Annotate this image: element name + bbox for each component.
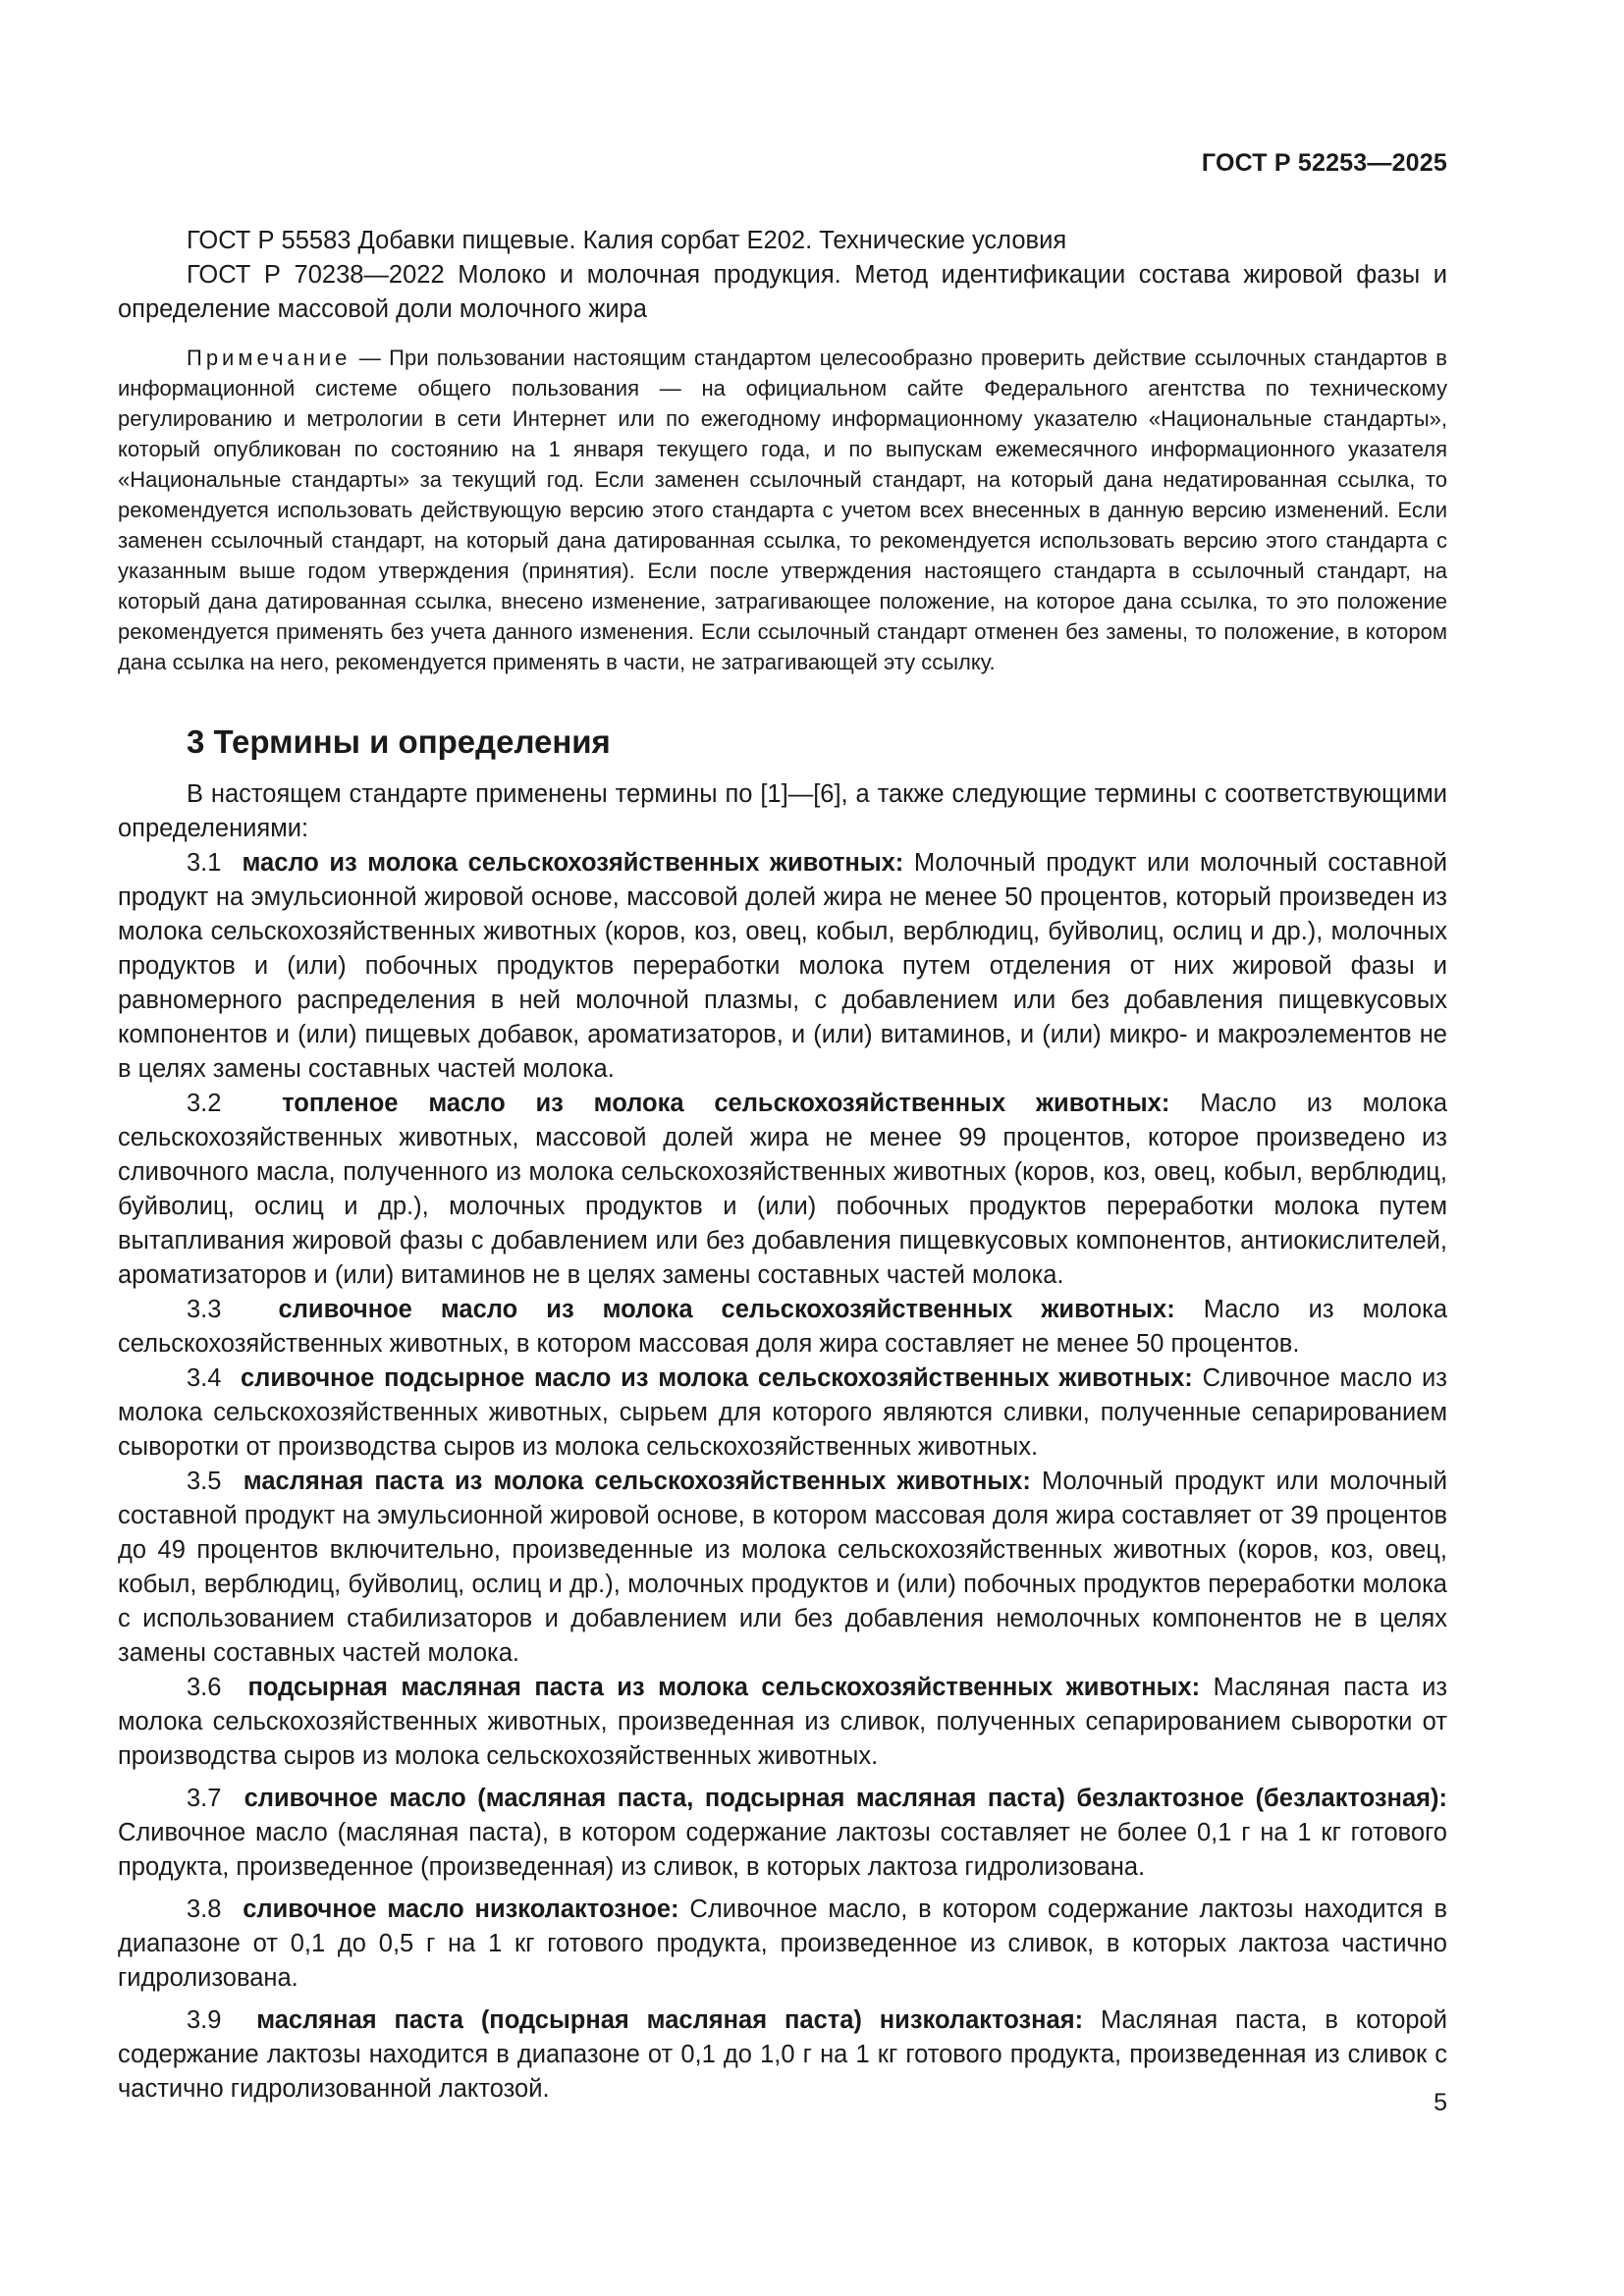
term-title: топленое масло из молока сельскохозяйственных животных: bbox=[282, 1090, 1170, 1117]
term-entry bbox=[118, 1362, 1447, 1465]
note-label: Примечание bbox=[187, 346, 352, 370]
term-entry bbox=[118, 1782, 1447, 1885]
section-title: 3 Термины и определения bbox=[187, 723, 611, 760]
term-title: сливочное масло низколактозное: bbox=[243, 1896, 679, 1923]
document-code-header: ГОСТ Р 52253—2025 bbox=[1201, 149, 1447, 177]
term-definition: Масляная паста, в которой содержание лактозы находится в диапазоне от 0,1 до 1,0 г на 1 кг готового продукта, произведенная из сливок с частично гидролизованной лактозой. bbox=[118, 2006, 1447, 2103]
note-text: — При пользовании настоящим стандартом целесообразно проверить действие ссылочных стандартов в информационной системе общего пользования — на официальном сайте Федерального агентства по техническому регулированию и метрологии в сети Интернет или по ежегодному информационному указателю «Национальные стандарты», который опубликован по состоянию на 1 января текущего года, и по выпускам ежемесячного информационного указателя «Национальные стандарты» за текущий год. Если заменен ссылочный стандарт, на который дана недатированная ссылка, то рекомендуется использовать действующую версию этого стандарта с учетом всех внесенных в данную версию изменений. Если заменен ссылочный стандарт, на который дана датированная ссылка, то рекомендуется использовать версию этого стандарта с указанным выше годом утверждения (принятия). Если после утверждения настоящего стандарта в ссылочный стандарт, на который дана датированная ссылка, внесено изменение, затрагивающее положение, на которое дана ссылка, то это положение рекомендуется применять без учета данного изменения. Если ссылочный стандарт отменен без замены, то положение, в котором дана ссылка на него, рекомендуется применять в части, не затрагивающей эту ссылку. bbox=[118, 346, 1447, 674]
term-number: 3.9 bbox=[187, 2006, 222, 2034]
reference-item: ГОСТ Р 55583 Добавки пищевые. Калия сорбат Е202. Технические условия bbox=[187, 227, 1067, 254]
term-number: 3.5 bbox=[187, 1468, 222, 1495]
term-definition: Молочный продукт или молочный составной продукт на эмульсионной жировой основе, в котором массовая доля жира составляет от 39 процентов до 49 процентов включительно, произведенные из молока сельскохозяйственных животных (коров, коз, овец, кобыл, верблюдиц, буйволиц, ослиц и др.), молочных продуктов и (или) побочных продуктов переработки молока с использованием стабилизаторов и добавлением или без добавления немолочных компонентов не в целях замены составных частей молока. bbox=[118, 1468, 1447, 1667]
term-title: масляная паста (подсырная масляная паста) низколактозная: bbox=[256, 2006, 1084, 2034]
term-entry bbox=[118, 1293, 1447, 1362]
term-number: 3.2 bbox=[187, 1090, 222, 1117]
term-definition: Масляная паста из молока сельскохозяйственных животных, произведенная из сливок, полученных сепарированием сыворотки от производства сыров из молока сельскохозяйственных животных. bbox=[118, 1674, 1448, 1770]
note-paragraph bbox=[118, 343, 1447, 677]
term-number: 3.1 bbox=[187, 849, 222, 877]
term-entry bbox=[118, 1087, 1447, 1293]
term-definition: Масло из молока сельскохозяйственных животных, массовой долей жира не менее 99 процентов, которое произведено из сливочного масла, полученного из молока сельскохозяйственных животных (коров, коз, овец, кобыл, верблюдиц, буйволиц, ослиц и др.), молочных продуктов и (или) побочных продуктов переработки молока путем вытапливания жировой фазы с добавлением или без добавления пищевкусовых компонентов, антиокислителей, ароматизаторов и (или) витаминов не в целях замены составных частей молока. bbox=[118, 1090, 1448, 1289]
term-definition: Сливочное масло, в котором содержание лактозы находится в диапазоне от 0,1 до 0,5 г на 1 кг готового продукта, произведенное из сливок, в которых лактоза частично гидролизована. bbox=[118, 1896, 1448, 1992]
section-intro: В настоящем стандарте применены термины по [1]—[6], а также следующие термины с соответствующими определениями: bbox=[118, 780, 1447, 842]
term-number: 3.7 bbox=[187, 1785, 222, 1812]
term-number: 3.8 bbox=[187, 1896, 222, 1923]
term-number: 3.6 bbox=[187, 1674, 222, 1701]
term-title: масло из молока сельскохозяйственных животных: bbox=[242, 849, 904, 877]
term-definition: Молочный продукт или молочный составной продукт на эмульсионной жировой основе, массовой долей жира не менее 50 процентов, который произведен из молока сельскохозяйственных животных (коров, коз, овец, кобыл, верблюдиц, буйволиц, ослиц и др.), молочных продуктов и (или) побочных продуктов переработки молока путем отделения от них жировой фазы и равномерного распределения в ней молочной плазмы, с добавлением или без добавления пищевкусовых компонентов и (или) пищевых добавок, ароматизаторов, и (или) витаминов, и (или) микро- и макроэлементов не в целях замены составных частей молока. bbox=[118, 849, 1448, 1083]
term-entry bbox=[118, 2003, 1447, 2107]
term-definition: Масло из молока сельскохозяйственных животных, в котором массовая доля жира составляет не менее 50 процентов. bbox=[118, 1296, 1448, 1358]
page-content bbox=[118, 224, 1447, 2107]
term-title: сливочное масло (масляная паста, подсырная масляная паста) безлактозное (безлактозная): bbox=[244, 1785, 1447, 1812]
reference-item: ГОСТ Р 70238—2022 Молоко и молочная продукция. Метод идентификации состава жировой фазы и определение массовой доли молочного жира bbox=[118, 261, 1447, 323]
term-definition: Сливочное масло (масляная паста), в котором содержание лактозы составляет не более 0,1 г на 1 кг готового продукта, произведенное (произведенная) из сливок, в которых лактоза гидролизована. bbox=[118, 1819, 1447, 1881]
term-number: 3.4 bbox=[187, 1364, 222, 1392]
term-title: подсырная масляная паста из молока сельскохозяйственных животных: bbox=[247, 1674, 1201, 1701]
term-title: сливочное подсырное масло из молока сельскохозяйственных животных: bbox=[241, 1364, 1193, 1392]
term-number: 3.3 bbox=[187, 1296, 222, 1323]
term-entry bbox=[118, 1893, 1447, 1996]
term-title: сливочное масло из молока сельскохозяйственных животных: bbox=[278, 1296, 1175, 1323]
term-title: масляная паста из молока сельскохозяйственных животных: bbox=[243, 1468, 1031, 1495]
term-entry bbox=[118, 1671, 1447, 1774]
term-definition: Сливочное масло из молока сельскохозяйственных животных, сырьем для которого являются сливки, полученные сепарированием сыворотки от производства сыров из молока сельскохозяйственных животных. bbox=[118, 1364, 1447, 1461]
page-number: 5 bbox=[1434, 2089, 1447, 2116]
term-entry bbox=[118, 846, 1447, 1087]
term-entry bbox=[118, 1465, 1447, 1671]
